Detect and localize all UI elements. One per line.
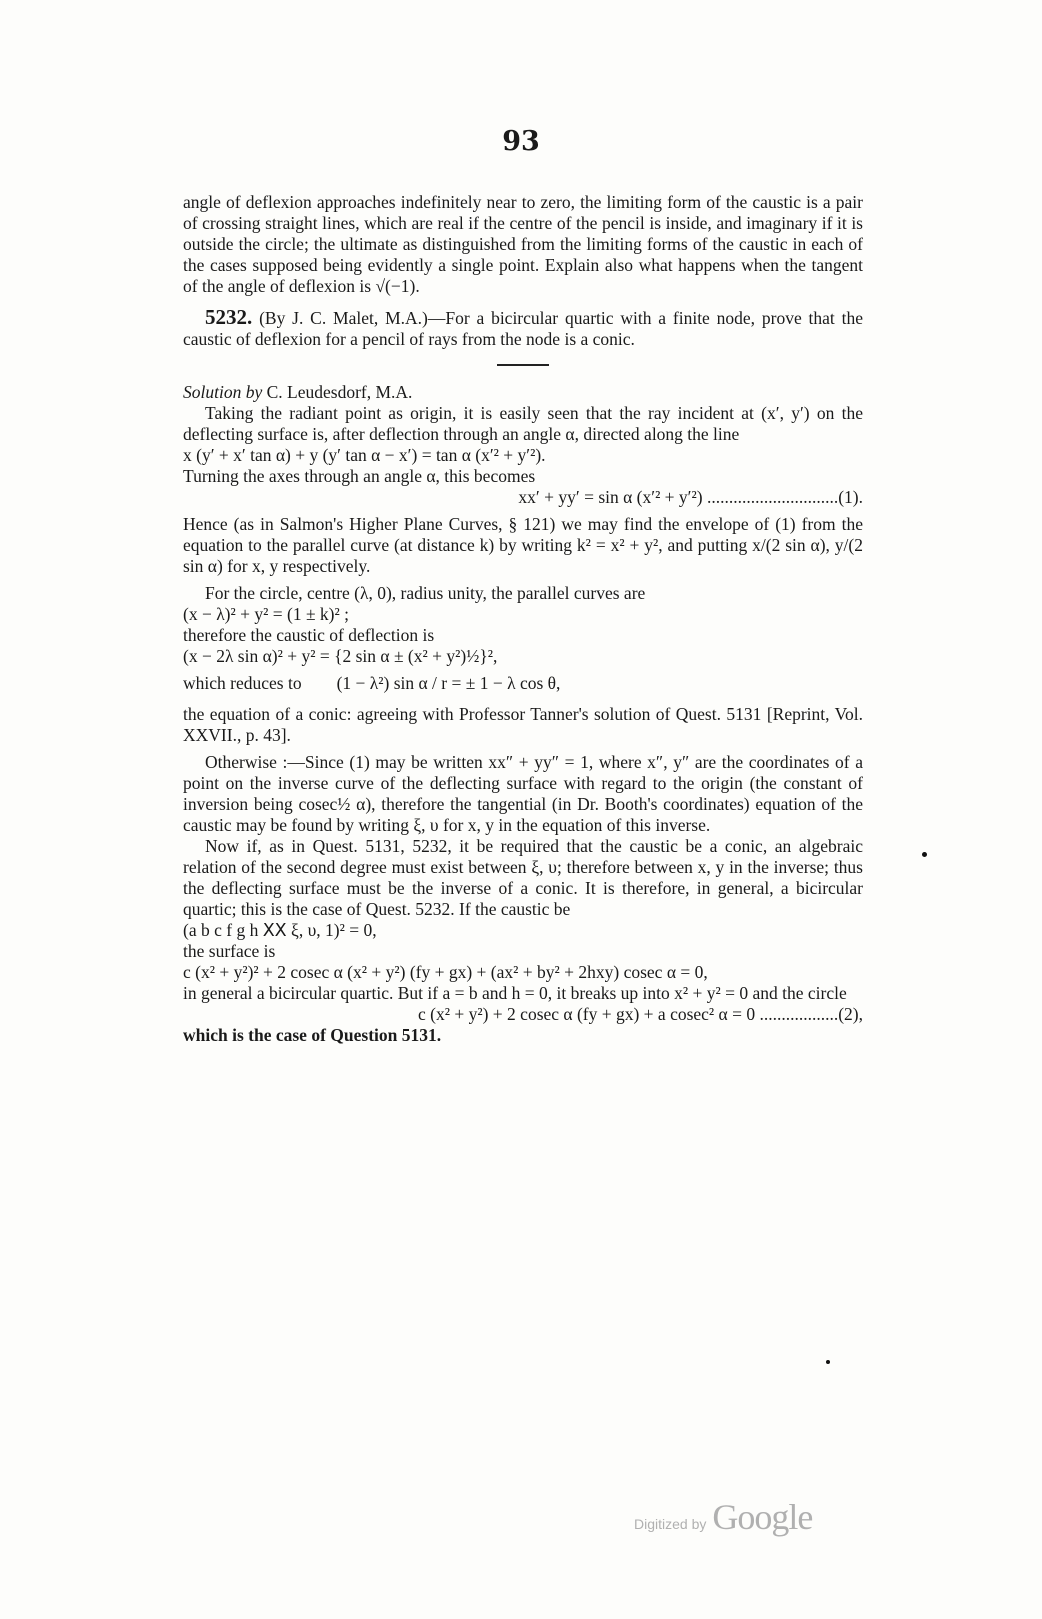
page-body (183, 192, 863, 1046)
digitized-label: Digitized by (634, 1516, 707, 1532)
page-number: 93 (502, 126, 540, 157)
solution-paragraph-1: Taking the radiant point as origin, it is easily seen that the ray incident at (x′, y′) on the deflecting surface is, after deflection through an angle α, directed along the line (183, 403, 863, 444)
solution-paragraph-3: Hence (as in Salmon's Higher Plane Curves, § 121) we may find the envelope of (1) from the equation to the parallel curve (at distance k) by writing k² = x² + y², and putting x/(2 sin α), y/(2 sin α) for x, y respectively. (183, 514, 863, 576)
solution-author: C. Leudesdorf, M.A. (266, 382, 413, 402)
equation-2: xx′ + yy′ = sin α (x′² + y′²) ..............................(1). (518, 487, 863, 507)
solution-paragraph-9: Now if, as in Quest. 5131, 5232, it be required that the caustic be a conic, an algebraic relation of the second degree must exist between ξ, υ; therefore between x, y in the inverse; thus the deflecting surface must be the inverse of a conic. It is therefore, in general, a bicircular quartic; this is the case of Quest. 5232. If the caustic be (183, 836, 863, 919)
google-logo: Google (712, 1497, 813, 1537)
equation-5: (1 − λ²) sin α / r = ± 1 − λ cos θ, (336, 673, 561, 693)
equation-6: (a b c f g h ⅩⅩ ξ, υ, 1)² = 0, (183, 920, 377, 940)
ink-speck (826, 1360, 830, 1364)
equation-7: c (x² + y²)² + 2 cosec α (x² + y²) (fy + gx) + (ax² + by² + 2hxy) cosec α = 0, (183, 962, 708, 982)
solution-paragraph-5: therefore the caustic of deflection is (183, 625, 435, 645)
solution-heading-label: Solution by (183, 382, 263, 402)
equation-4: (x − 2λ sin α)² + y² = {2 sin α ± (x² + y²)½}², (183, 646, 498, 666)
intro-paragraph: angle of deflexion approaches indefinitely near to zero, the limiting form of the caustic is a pair of crossing straight lines, which are real if the centre of the pencil is inside, and imaginary if it is outside the circle; the ultimate as distinguished from the limiting forms of the caustic in each of the cases supposed being evidently a single point. Explain also what happens when the tangent of the angle of deflexion is √(−1). (183, 192, 863, 296)
question-text: (By J. C. Malet, M.A.)—For a bicircular quartic with a finite node, prove that the caustic of deflexion for a pencil of rays from the node is a conic. (183, 308, 863, 349)
reduction-line (183, 673, 863, 694)
solution-paragraph-8: Otherwise :—Since (1) may be written xx″ + yy″ = 1, where x″, y″ are the coordinates of a point on the inverse curve of the deflecting surface with regard to the origin (the constant of inversion being cosec½ α), therefore the tangential (in Dr. Booth's coordinates) equation of the caustic may be found by writing ξ, υ for x, y in the equation of this inverse. (183, 752, 863, 835)
question-paragraph (183, 307, 863, 350)
solution-paragraph-10: the surface is (183, 941, 276, 961)
solution-paragraph-7: the equation of a conic: agreeing with Professor Tanner's solution of Quest. 5131 [Reprint, Vol. XXVII., p. 43]. (183, 704, 863, 745)
section-divider (497, 364, 549, 366)
ink-speck (922, 852, 927, 857)
equation-3: (x − λ)² + y² = (1 ± k)² ; (183, 604, 349, 624)
solution-paragraph-12: which is the case of Question 5131. (183, 1025, 442, 1045)
equation-8: c (x² + y²) + 2 cosec α (fy + gx) + a cosec² α = 0 ..................(2), (418, 1004, 863, 1024)
digitized-watermark (634, 1496, 812, 1538)
solution-paragraph-2: Turning the axes through an angle α, this becomes (183, 466, 536, 486)
solution-heading (183, 382, 863, 403)
reduction-label: which reduces to (183, 673, 302, 693)
solution-paragraph-4: For the circle, centre (λ, 0), radius unity, the parallel curves are (205, 583, 646, 603)
question-number: 5232. (205, 305, 253, 329)
equation-1: x (y′ + x′ tan α) + y (y′ tan α − x′) = tan α (x′² + y′²). (183, 445, 546, 465)
solution-paragraph-11: in general a bicircular quartic. But if a = b and h = 0, it breaks up into x² + y² = 0 and the circle (183, 983, 847, 1003)
